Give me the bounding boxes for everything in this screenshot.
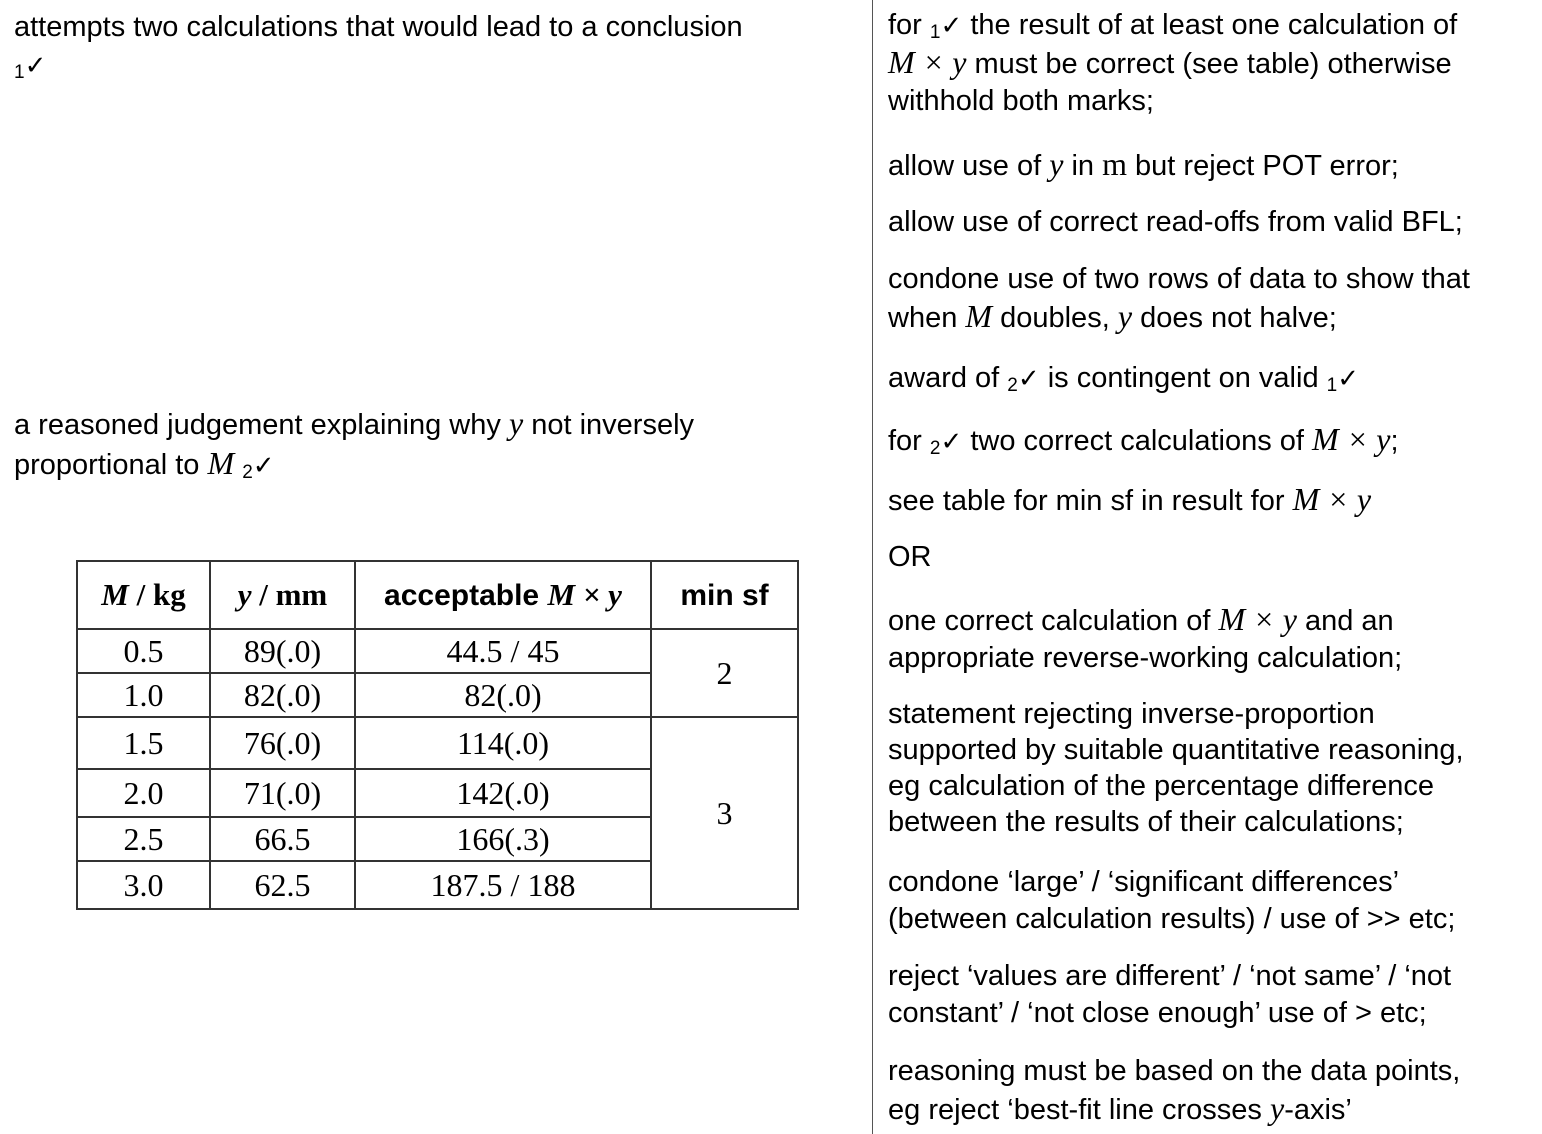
- text-fragment: reject ‘values are different’ / ‘not same’ / ‘not: [888, 960, 1452, 992]
- note-11: [888, 864, 1538, 938]
- cell-y: 62.5: [210, 861, 355, 909]
- note-4: [888, 261, 1538, 337]
- mark-number: 1: [14, 62, 25, 83]
- text-fragment: award of: [888, 362, 1008, 394]
- text-fragment: is contingent on valid: [1039, 362, 1327, 394]
- cell-product: 114(.0): [355, 717, 651, 769]
- cell-product: 44.5 / 45: [355, 629, 651, 673]
- cell-mass: 2.0: [77, 769, 210, 817]
- text-fragment: supported by suitable quantitative reasoning,: [888, 734, 1464, 766]
- note-12: [888, 958, 1538, 1032]
- header-min-sf: [651, 561, 798, 629]
- text-fragment: y: [1117, 298, 1133, 334]
- criterion-1-text: attempts two calculations that would lead to a conclusion: [14, 11, 743, 43]
- text-fragment: OR: [888, 541, 932, 573]
- note-8-or: [888, 539, 1538, 576]
- cell-mass: 3.0: [77, 861, 210, 909]
- tick-icon: ✓: [1017, 363, 1040, 393]
- text-fragment: min sf: [680, 579, 769, 612]
- text-fragment: eg reject ‘best-fit line crosses: [888, 1094, 1270, 1126]
- text-fragment: the result of at least one calculation of: [962, 9, 1458, 41]
- text-fragment: / kg: [128, 577, 186, 612]
- mark-number: 2: [929, 438, 941, 459]
- text-fragment: m: [1102, 146, 1127, 182]
- tick-icon: ✓: [940, 10, 963, 40]
- cell-mass: 2.5: [77, 817, 210, 861]
- text-fragment: (between calculation results) / use of >> etc;: [888, 903, 1456, 935]
- text-fragment: in: [1063, 150, 1103, 182]
- tick-icon: ✓: [24, 50, 47, 80]
- cell-y: 66.5: [210, 817, 355, 861]
- text-fragment: condone ‘large’ / ‘significant differences’: [888, 866, 1400, 898]
- cell-product: 187.5 / 188: [355, 861, 651, 909]
- criterion-2: [14, 404, 694, 484]
- cell-y: 89(.0): [210, 629, 355, 673]
- tick-icon: ✓: [1337, 363, 1360, 393]
- mark-number: 1: [929, 22, 941, 43]
- note-5: [888, 360, 1538, 397]
- criterion-2-text: a reasoned judgement explaining why: [14, 409, 509, 441]
- criterion-2-text: proportional to: [14, 449, 208, 481]
- cell-mass: 0.5: [77, 629, 210, 673]
- table-row: [77, 629, 798, 673]
- note-6: [888, 421, 1538, 460]
- cell-mass: 1.5: [77, 717, 210, 769]
- cell-y: 76(.0): [210, 717, 355, 769]
- text-fragment: one correct calculation of: [888, 605, 1219, 637]
- text-fragment: and an: [1296, 605, 1394, 637]
- note-7: [888, 481, 1538, 520]
- note-9: [888, 601, 1538, 677]
- text-fragment: for: [888, 425, 930, 457]
- cell-product: 142(.0): [355, 769, 651, 817]
- text-fragment: allow use of: [888, 150, 1050, 182]
- text-fragment: but reject POT error;: [1126, 150, 1399, 182]
- cell-y: 82(.0): [210, 673, 355, 717]
- note-3: [888, 204, 1538, 241]
- text-fragment: see table for min sf in result for: [888, 485, 1293, 517]
- criterion-1: [14, 8, 743, 84]
- text-fragment: M: [965, 298, 993, 334]
- criterion-2-text: not inversely: [523, 409, 695, 441]
- acceptable-values-table: [76, 560, 799, 910]
- text-fragment: y: [1269, 1090, 1285, 1126]
- note-13: [888, 1053, 1538, 1129]
- text-fragment: doubles,: [992, 302, 1118, 334]
- text-fragment: y: [237, 577, 252, 612]
- text-fragment: when: [888, 302, 966, 334]
- text-fragment: must be correct (see table) otherwise: [966, 48, 1452, 80]
- note-2: [888, 146, 1538, 185]
- text-fragment: M × y: [888, 44, 967, 80]
- cell-min-sf: 3: [651, 717, 798, 909]
- mark-number: 2: [242, 462, 253, 483]
- mark-number: 1: [1326, 375, 1338, 396]
- header-mass: [77, 561, 210, 629]
- note-1: [888, 7, 1538, 120]
- note-10: [888, 696, 1538, 840]
- text-fragment: statement rejecting inverse-proportion: [888, 698, 1375, 730]
- text-fragment: between the results of their calculations;: [888, 806, 1404, 838]
- column-divider: [872, 0, 873, 1134]
- text-fragment: for: [888, 9, 930, 41]
- text-fragment: M: [101, 577, 129, 612]
- tick-icon: ✓: [252, 450, 275, 480]
- text-fragment: y: [1049, 146, 1064, 182]
- tick-icon: ✓: [940, 426, 963, 456]
- cell-product: 82(.0): [355, 673, 651, 717]
- mark-number: 2: [1007, 375, 1018, 396]
- text-fragment: M × y: [1312, 421, 1391, 457]
- cell-product: 166(.3): [355, 817, 651, 861]
- text-fragment: M × y: [1292, 481, 1372, 517]
- table-row: [77, 717, 798, 769]
- text-fragment: acceptable: [384, 579, 548, 612]
- text-fragment: allow use of correct read-offs from valid BFL;: [888, 206, 1463, 238]
- cell-min-sf: 2: [651, 629, 798, 717]
- header-acceptable-product: [355, 561, 651, 629]
- text-fragment: M × y: [1218, 601, 1297, 637]
- text-fragment: reasoning must be based on the data points,: [888, 1055, 1461, 1087]
- text-fragment: -axis’: [1284, 1094, 1352, 1126]
- text-fragment: condone use of two rows of data to show that: [888, 263, 1470, 295]
- text-fragment: withhold both marks;: [888, 85, 1154, 117]
- cell-mass: 1.0: [77, 673, 210, 717]
- variable-M: M: [207, 445, 235, 481]
- cell-y: 71(.0): [210, 769, 355, 817]
- text-fragment: eg calculation of the percentage difference: [888, 770, 1435, 802]
- text-fragment: appropriate reverse-working calculation;: [888, 642, 1403, 674]
- text-fragment: constant’ / ‘not close enough’ use of > etc;: [888, 997, 1427, 1029]
- text-fragment: ;: [1390, 425, 1399, 457]
- table-header-row: [77, 561, 798, 629]
- variable-y: y: [508, 405, 524, 441]
- text-fragment: M × y: [547, 577, 622, 612]
- text-fragment: two correct calculations of: [962, 425, 1313, 457]
- header-y: [210, 561, 355, 629]
- text-fragment: / mm: [251, 577, 328, 612]
- text-fragment: does not halve;: [1132, 302, 1337, 334]
